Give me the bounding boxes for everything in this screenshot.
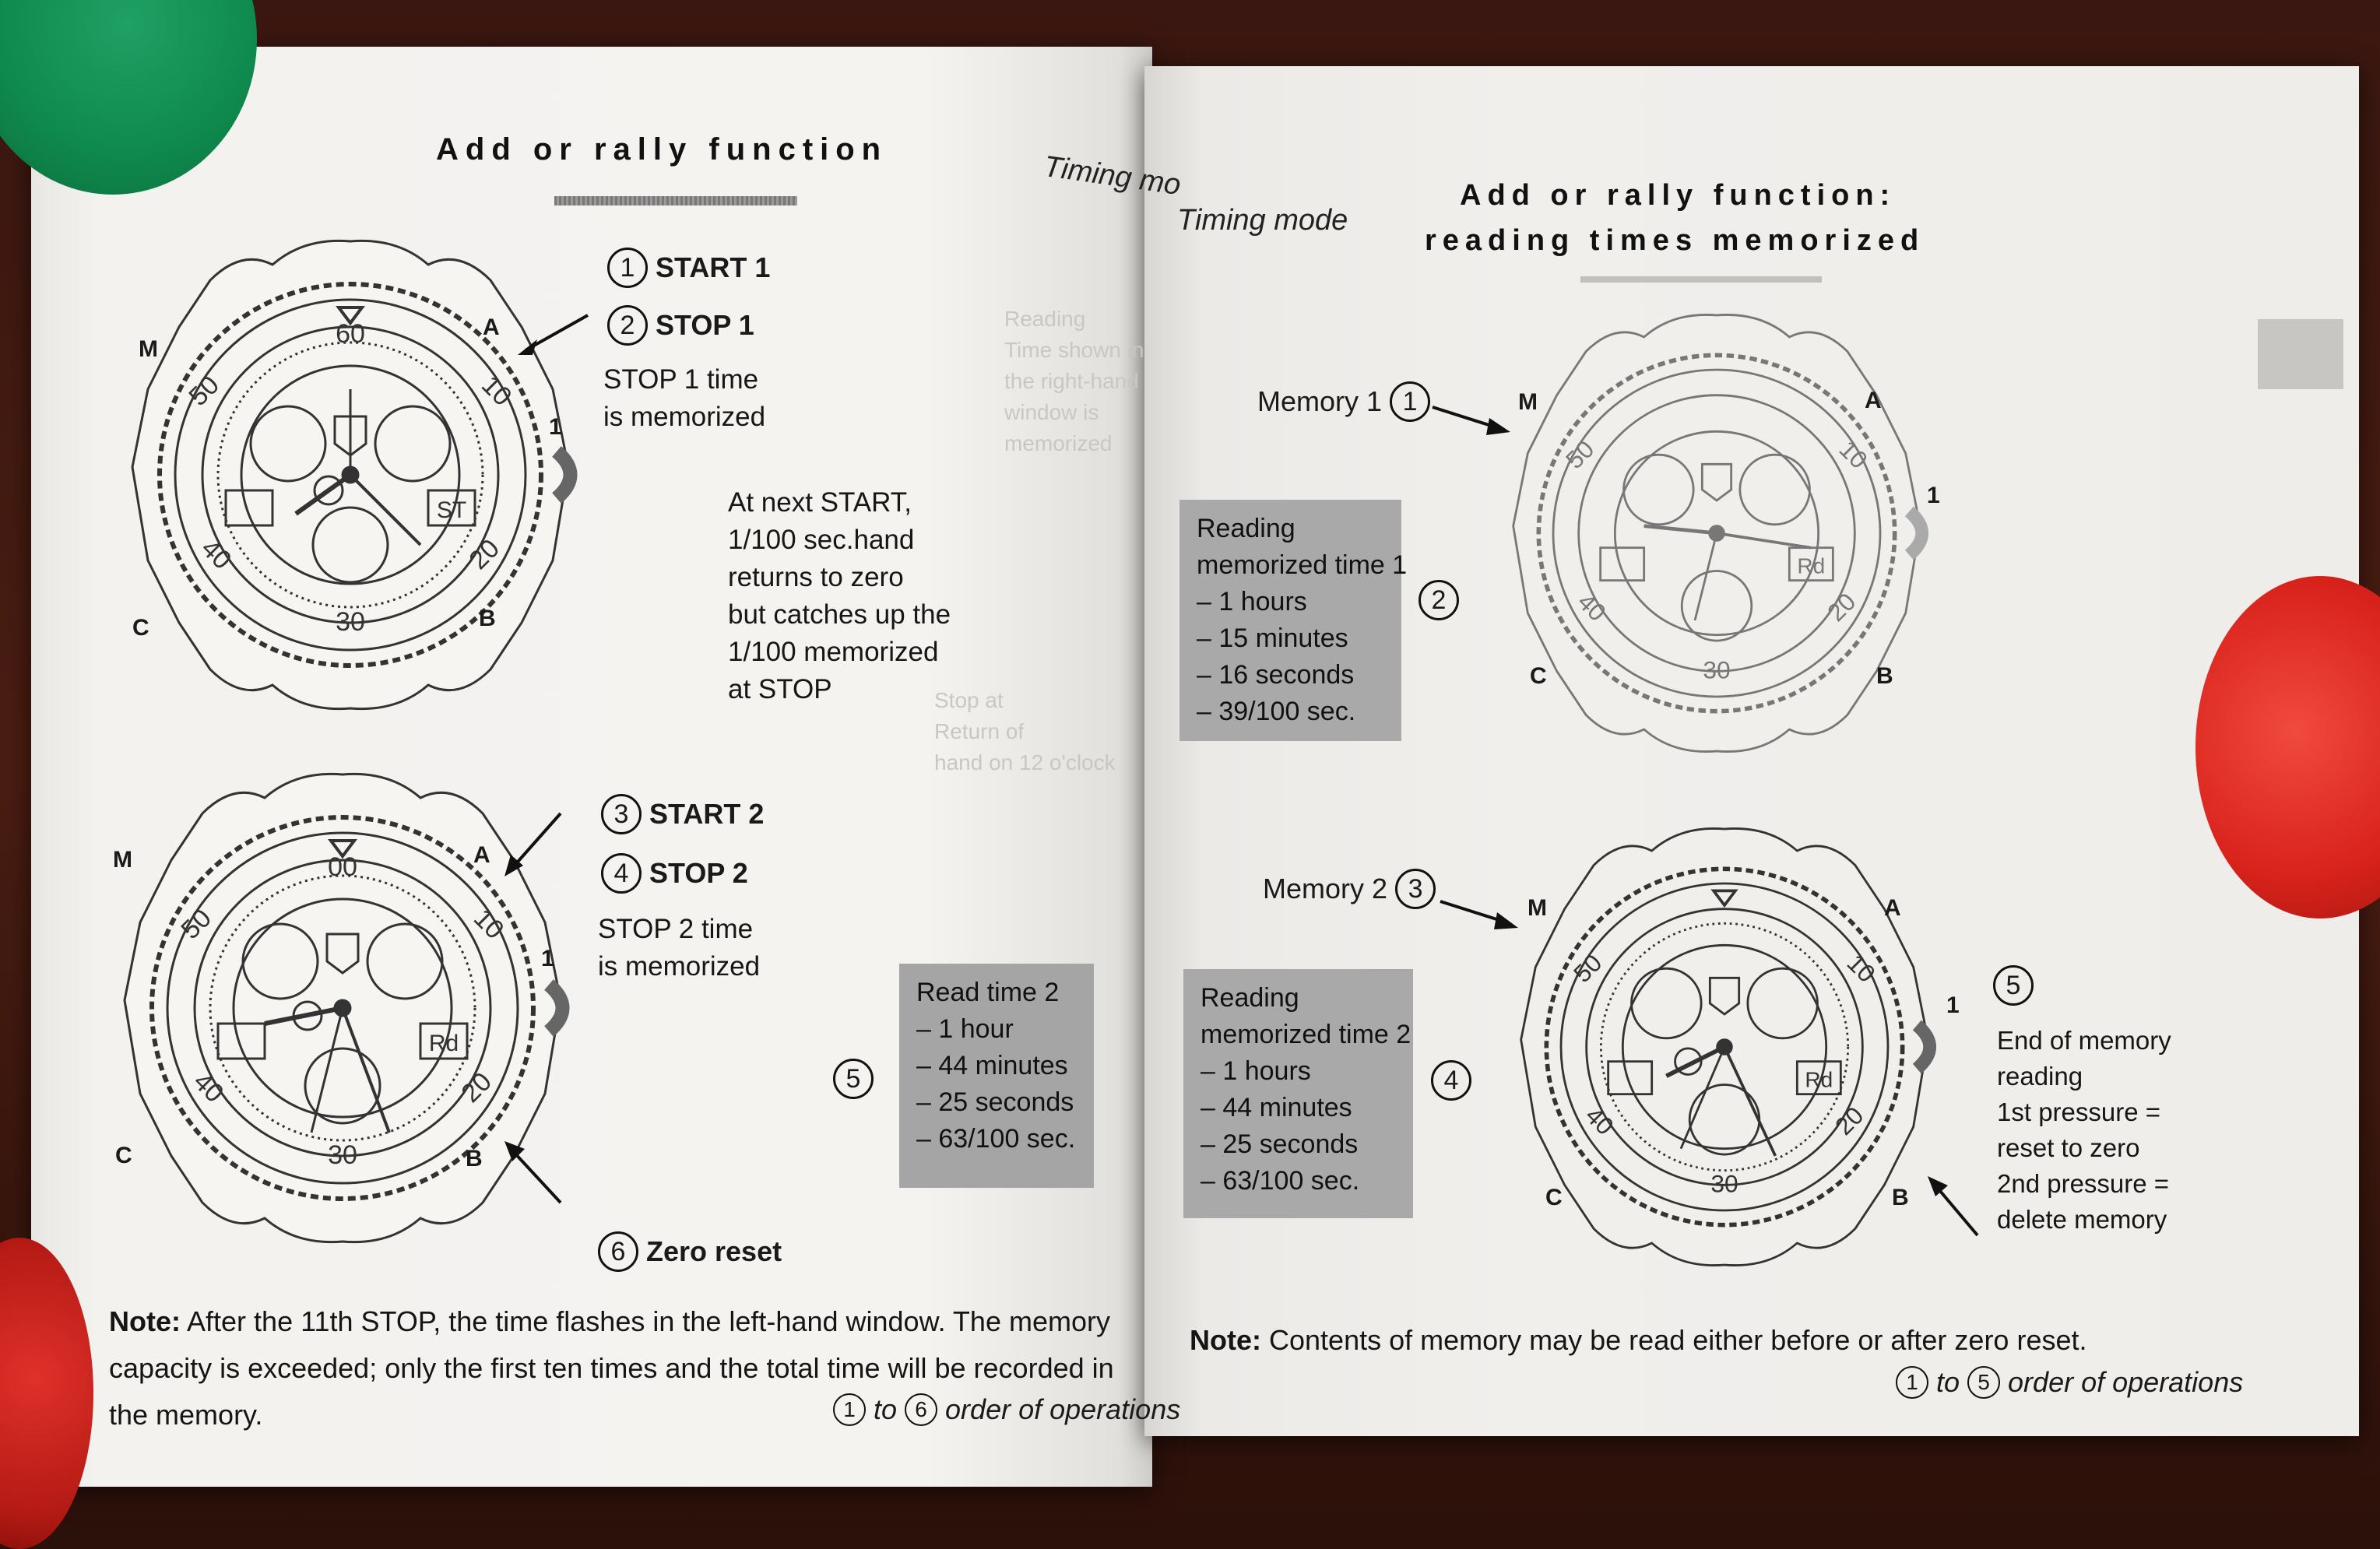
svg-text:30: 30 bbox=[1703, 655, 1731, 684]
svg-text:30: 30 bbox=[336, 607, 365, 637]
button-a-label: A bbox=[1865, 388, 1882, 413]
memory-2-marker bbox=[1263, 869, 1436, 909]
step-5-number: 5 bbox=[1993, 965, 2034, 1006]
svg-text:Rd: Rd bbox=[1797, 553, 1826, 578]
button-b-label: B bbox=[466, 1146, 483, 1171]
step-label: STOP 2 bbox=[649, 857, 748, 889]
end-of-memory-caption: End of memory reading 1st pressure = reset to zero 2nd pressure = delete memory bbox=[1997, 1026, 2171, 1234]
button-b-label: B bbox=[1892, 1185, 1909, 1210]
step-label: Zero reset bbox=[646, 1235, 782, 1267]
svg-text:Rd: Rd bbox=[1805, 1067, 1833, 1092]
title-underline bbox=[1580, 276, 1822, 283]
svg-text:ST: ST bbox=[436, 497, 467, 523]
svg-text:40: 40 bbox=[195, 533, 237, 576]
watch-illustration-3 bbox=[1499, 304, 1935, 763]
right-order-of-operations: 1 to 5 order of operations bbox=[1896, 1366, 2243, 1399]
right-page-title-line1: Add or rally function: bbox=[1460, 179, 1897, 212]
button-c-label: C bbox=[1530, 663, 1547, 689]
arrow-to-button-b bbox=[1923, 1171, 1985, 1242]
reading-memorized-time-2-box: Reading memorized time 2 – 1 hours – 44 minutes – 25 seconds – 63/100 sec. bbox=[1183, 969, 1413, 1218]
svg-text:Rd: Rd bbox=[428, 1031, 459, 1056]
step-zero-reset bbox=[598, 1231, 782, 1272]
button-m-label: M bbox=[139, 336, 158, 362]
svg-text:20: 20 bbox=[455, 1066, 498, 1109]
svg-text:20: 20 bbox=[463, 533, 506, 576]
step-label: STOP 1 bbox=[656, 309, 754, 341]
arrow-to-button-a bbox=[514, 311, 592, 358]
right-running-header: Timing mode bbox=[1177, 204, 1348, 237]
svg-text:50: 50 bbox=[183, 370, 226, 413]
bleed-through-text: Reading Time shown in the right-hand window is memorized bbox=[1004, 307, 1144, 455]
svg-text:40: 40 bbox=[187, 1066, 230, 1109]
button-a-label: A bbox=[473, 842, 490, 868]
left-order-of-operations: 1 to 6 order of operations bbox=[833, 1393, 1180, 1426]
left-note: Note: After the 11th STOP, the time flashes in the left-hand window. The memory capacity is exceeded; only the first ten times and the total time will be recorded in the memory. bbox=[109, 1305, 1114, 1431]
step-label: START 1 bbox=[656, 251, 771, 283]
right-page-title-line2: reading times memorized bbox=[1425, 224, 1925, 257]
step-label: START 2 bbox=[649, 798, 765, 830]
step-stop-2 bbox=[601, 853, 748, 894]
step-number: 2 bbox=[607, 305, 648, 346]
button-m-label: M bbox=[1527, 895, 1547, 921]
svg-text:00: 00 bbox=[328, 852, 357, 882]
left-page-title: Add or rally function bbox=[436, 132, 888, 167]
svg-text:50: 50 bbox=[175, 903, 218, 946]
step-number: 4 bbox=[601, 853, 642, 894]
svg-text:40: 40 bbox=[1572, 587, 1612, 627]
button-a-label: A bbox=[483, 314, 500, 340]
button-b-label: B bbox=[479, 606, 496, 631]
bleed-through-text: Stop at Return of hand on 12 o'clock bbox=[934, 688, 1116, 774]
crown-label: 1 bbox=[1946, 992, 1960, 1018]
crown-label: 1 bbox=[549, 414, 562, 440]
reading-memorized-time-1-box: Reading memorized time 1 – 1 hours – 15 minutes – 16 seconds – 39/100 sec. bbox=[1179, 500, 1401, 741]
stop2-caption: STOP 2 time is memorized bbox=[598, 914, 761, 982]
memory-label: Memory 2 bbox=[1263, 873, 1388, 904]
svg-text:60: 60 bbox=[336, 319, 365, 349]
step-start-2 bbox=[601, 794, 764, 834]
svg-text:50: 50 bbox=[1568, 948, 1608, 989]
svg-text:30: 30 bbox=[1710, 1169, 1738, 1198]
button-c-label: C bbox=[1545, 1185, 1563, 1210]
button-c-label: C bbox=[115, 1143, 132, 1168]
step-start-1 bbox=[607, 248, 770, 288]
step-4-number: 4 bbox=[1431, 1060, 1471, 1101]
arrow-to-button-b bbox=[498, 1136, 568, 1207]
crown-label: 1 bbox=[1927, 483, 1940, 508]
step-number: 1 bbox=[607, 248, 648, 288]
button-m-label: M bbox=[113, 847, 132, 873]
button-m-label: M bbox=[1518, 389, 1538, 415]
step-stop-1 bbox=[607, 305, 754, 346]
step-number: 3 bbox=[601, 794, 642, 834]
memory-1-marker bbox=[1257, 381, 1430, 422]
svg-text:10: 10 bbox=[1833, 434, 1873, 475]
memory-label: Memory 1 bbox=[1257, 385, 1383, 417]
step-2-number: 2 bbox=[1419, 580, 1459, 620]
step-number: 1 bbox=[1390, 381, 1430, 422]
step-5-number: 5 bbox=[833, 1059, 874, 1099]
svg-text:10: 10 bbox=[1841, 948, 1881, 989]
button-c-label: C bbox=[132, 615, 149, 641]
svg-text:40: 40 bbox=[1580, 1101, 1619, 1141]
next-start-caption: At next START, 1/100 sec.hand returns to zero but catches up the 1/100 memorized at STOP bbox=[728, 487, 951, 704]
svg-text:10: 10 bbox=[475, 370, 518, 413]
button-b-label: B bbox=[1876, 663, 1893, 689]
svg-text:20: 20 bbox=[1822, 587, 1861, 627]
watch-illustration-1 bbox=[117, 234, 584, 716]
svg-text:10: 10 bbox=[467, 903, 510, 946]
right-note: Note: Contents of memory may be read either before or after zero reset. bbox=[1190, 1324, 2087, 1356]
title-underline bbox=[554, 196, 797, 205]
read-time-2-box: Read time 2 – 1 hour – 44 minutes – 25 seconds – 63/100 sec. bbox=[899, 964, 1094, 1188]
button-a-label: A bbox=[1884, 895, 1901, 921]
watch-illustration-4 bbox=[1506, 813, 1942, 1280]
stop1-caption: STOP 1 time is memorized bbox=[603, 364, 766, 432]
svg-text:30: 30 bbox=[328, 1140, 357, 1170]
crown-label: 1 bbox=[541, 946, 554, 971]
page-edge-tab bbox=[2258, 319, 2343, 389]
svg-text:50: 50 bbox=[1560, 434, 1600, 475]
arrow-to-button-a bbox=[498, 810, 568, 880]
svg-text:20: 20 bbox=[1830, 1101, 1869, 1141]
step-number: 6 bbox=[598, 1231, 638, 1272]
step-number: 3 bbox=[1395, 869, 1436, 909]
left-running-header: Timing mo bbox=[1042, 149, 1183, 202]
